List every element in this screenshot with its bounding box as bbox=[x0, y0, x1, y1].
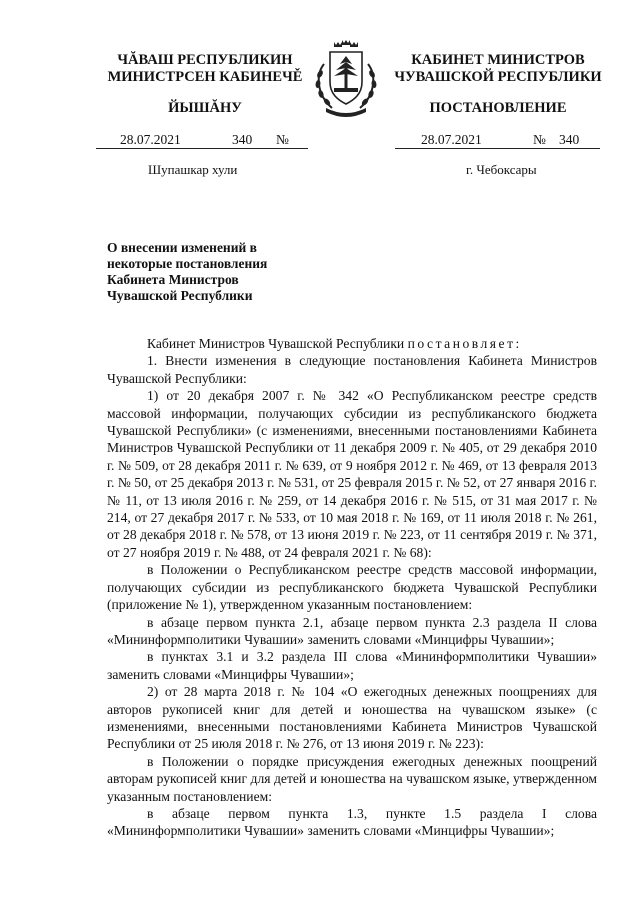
number-sign-left: № bbox=[276, 132, 289, 147]
body-paragraph: 2) от 28 марта 2018 г. № 104 «О ежегодных денежных поощрениях для авторов рукописей книг для детей и юношества на чувашском языке» (с изменениями, внесенными постановлениями Кабинета Министров Чувашской Республики от 25 июля 2018 г. № 276, от 13 июня 2019 г. № 223): bbox=[107, 684, 597, 752]
header-right-russian bbox=[388, 52, 608, 86]
document-body bbox=[107, 335, 597, 840]
header-left-line2: МИНИСТРСЕН КАБИНЕЧĚ bbox=[107, 69, 303, 85]
number-right: 340 bbox=[559, 132, 580, 147]
date-number-right bbox=[395, 132, 600, 148]
header-right-line2: ЧУВАШСКОЙ РЕСПУБЛИКИ bbox=[394, 69, 602, 85]
body-paragraph: в Положении о Республиканском реестре средств массовой информации, получающих субсидии из республиканского бюджета Чувашской Республики (приложение № 1), утвержденном указанным постановлением: bbox=[107, 562, 597, 613]
underline-right bbox=[395, 148, 600, 149]
underline-left bbox=[96, 148, 308, 149]
number-sign-right: № bbox=[533, 132, 546, 147]
document-title: О внесении изменений в некоторые постановления Кабинета Министров Чувашской Республики bbox=[107, 240, 268, 303]
intro-prefix: Кабинет Министров Чувашской Республики bbox=[147, 336, 405, 351]
city-right: г. Чебоксары bbox=[466, 162, 537, 177]
number-left: 340 bbox=[232, 132, 253, 147]
intro-spaced-word: постановляет: bbox=[407, 336, 522, 351]
header-right-line1: КАБИНЕТ МИНИСТРОВ bbox=[411, 52, 585, 68]
date-right: 28.07.2021 bbox=[421, 132, 482, 147]
body-paragraph: в абзаце первом пункта 2.1, абзаце первом пункта 2.3 раздела II слова «Мининформполитики Чувашии» заменить словами «Минцифры Чувашии»; bbox=[107, 614, 597, 647]
header-left-line1: ЧĂВАШ РЕСПУБЛИКИН bbox=[117, 52, 293, 68]
city-left: Шупашкар хули bbox=[148, 162, 238, 177]
doc-type-right: ПОСТАНОВЛЕНИЕ bbox=[429, 100, 567, 116]
body-paragraph: в Положении о порядке присуждения ежегодных денежных поощрений авторам рукописей книг для детей и юношества на чувашском языке, утвержденном указанным постановлением: bbox=[107, 753, 597, 804]
date-number-left bbox=[96, 132, 308, 148]
body-paragraph: в абзаце первом пункта 1.3, пункте 1.5 раздела I слова «Мининформполитики Чувашии» заменить словами «Минцифры Чувашии»; bbox=[107, 805, 597, 839]
body-paragraph: 1. Внести изменения в следующие постановления Кабинета Министров Чувашской Республики: bbox=[107, 353, 597, 386]
coat-of-arms-emblem-icon bbox=[310, 38, 382, 120]
intro-paragraph bbox=[107, 335, 597, 352]
doc-type-left: ЙЫШĂНУ bbox=[168, 100, 242, 116]
body-paragraph: в пунктах 3.1 и 3.2 раздела III слова «Мининформполитики Чувашии» заменить словами «Минцифры Чувашии»; bbox=[107, 649, 597, 682]
body-paragraph: 1) от 20 декабря 2007 г. № 342 «О Республиканском реестре средств массовой информации, получающих субсидии из республиканского бюджета Чувашской Республики» (с изменениями, внесенными постановлениями Кабинета Министров Чувашской Республики от 11 декабря 2009 г. № 405, от 29 декабря 2010 г. № 509, от 28 декабря 2011 г. № 639, от 9 ноября 2012 г. № 469, от 13 февраля 2013 г. № 50, от 25 декабря 2013 г. № 531, от 25 февраля 2015 г. № 52, от 27 января 2016 г. № 11, от 13 июля 2016 г. № 259, от 14 декабря 2016 г. № 515, от 31 мая 2017 г. № 214, от 27 декабря 2017 г. № 533, от 10 мая 2018 г. № 169, от 11 июля 2018 г. № 261, от 28 декабря 2018 г. № 578, от 13 июня 2019 г. № 223, от 11 сентября 2019 г. № 371, от 27 ноября 2019 г. № 488, от 24 февраля 2021 г. № 68): bbox=[107, 388, 597, 560]
header-left-chuvash bbox=[100, 52, 310, 86]
date-left: 28.07.2021 bbox=[120, 132, 181, 147]
